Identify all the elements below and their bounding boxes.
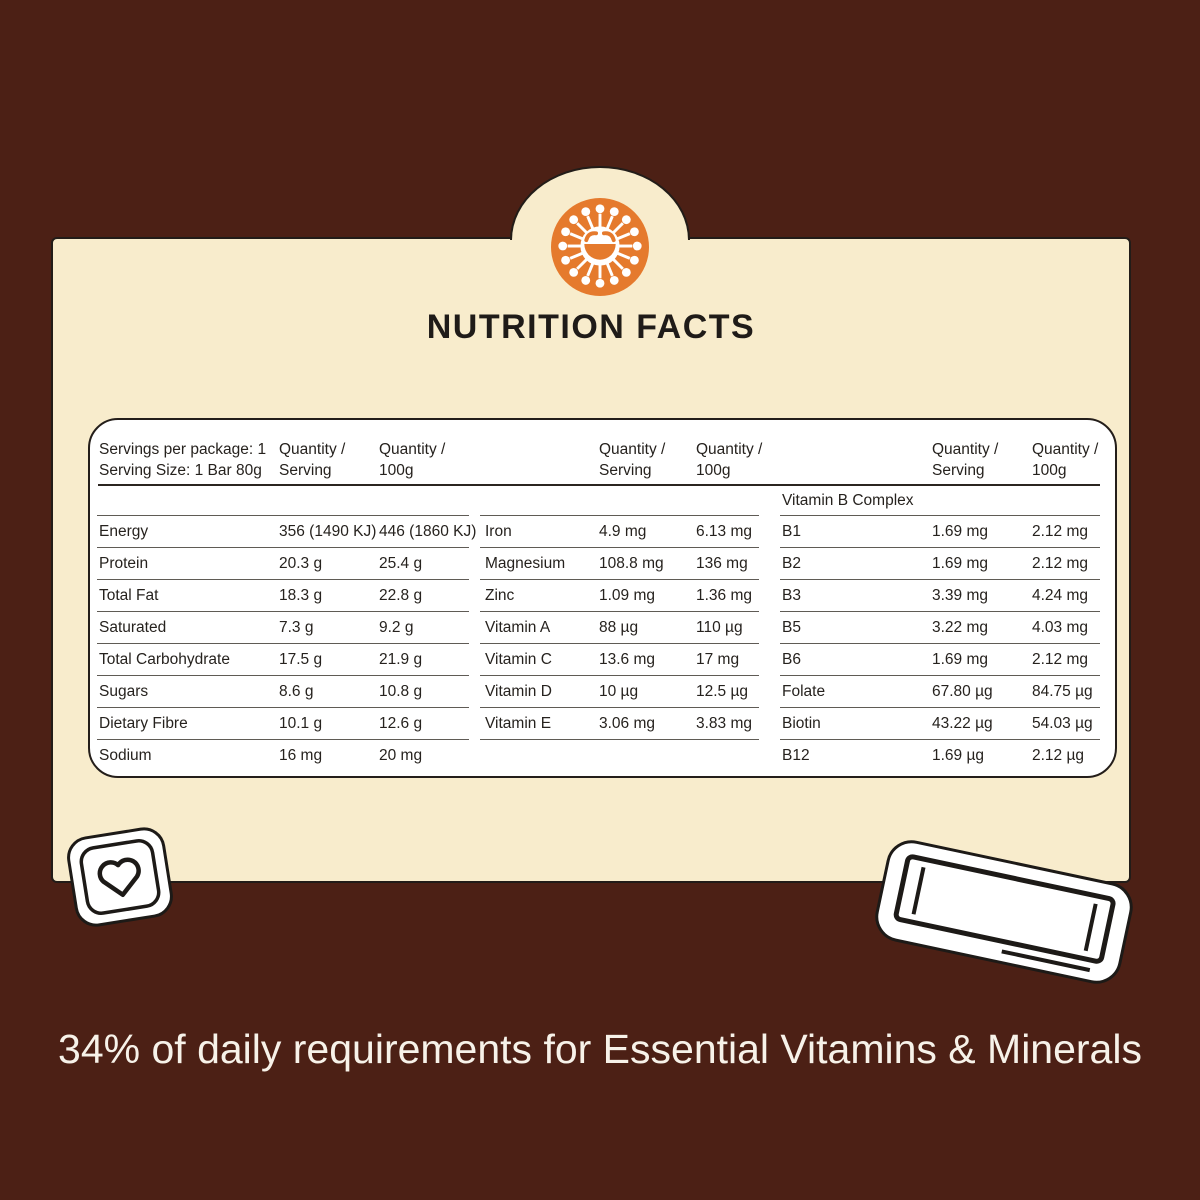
smiling-sun-icon [551, 198, 649, 296]
quantity-per-100g: 4.03 mg [1032, 618, 1089, 636]
vitamin-b-rows [780, 516, 1100, 771]
table-row [480, 708, 759, 740]
quantity-per-serving: 7.3 g [279, 618, 314, 636]
vitamin-b-complex-group [780, 487, 1100, 771]
table-row [480, 612, 759, 644]
table-row [480, 516, 759, 548]
nutrient-label: Vitamin E [485, 714, 552, 732]
nutrient-label: B12 [782, 746, 810, 764]
quantity-per-100g: 2.12 mg [1032, 554, 1089, 572]
quantity-per-serving: 88 µg [599, 618, 639, 636]
table-row [97, 644, 469, 676]
table-row [97, 580, 469, 612]
quantity-per-serving: 67.80 µg [932, 682, 993, 700]
nutrient-label: Folate [782, 682, 826, 700]
quantity-per-100g: 21.9 g [379, 650, 423, 668]
nutrient-label: Dietary Fibre [99, 714, 188, 732]
table-row [780, 516, 1100, 548]
quantity-per-serving: 16 mg [279, 746, 323, 764]
quantity-per-serving: 18.3 g [279, 586, 323, 604]
nutrient-label: Vitamin C [485, 650, 552, 668]
table-row [780, 612, 1100, 644]
table-row [780, 548, 1100, 580]
table-row [480, 644, 759, 676]
nutrient-label: Saturated [99, 618, 167, 636]
quantity-per-100g: 110 µg [696, 618, 743, 636]
table-row [480, 548, 759, 580]
quantity-per-serving: 1.69 mg [932, 522, 989, 540]
quantity-per-serving: 1.69 mg [932, 650, 989, 668]
nutrient-label: Magnesium [485, 554, 566, 572]
column-header-quantity-100g: Quantity / 100g [379, 441, 446, 479]
nutrient-label: B3 [782, 586, 801, 604]
quantity-per-100g: 446 (1860 KJ) [379, 522, 477, 540]
table-row [480, 676, 759, 708]
table-row [780, 676, 1100, 708]
header-divider [98, 484, 1100, 486]
nutrition-table [88, 418, 1117, 778]
macronutrients-group [97, 515, 477, 771]
nutrient-label: B5 [782, 618, 801, 636]
quantity-per-serving: 1.69 µg [932, 746, 985, 764]
table-row [97, 740, 469, 771]
quantity-per-serving: 13.6 mg [599, 650, 656, 668]
table-row [97, 612, 469, 644]
column-header-quantity-serving: Quantity / Serving [932, 441, 999, 479]
nutrient-label: Protein [99, 554, 149, 572]
quantity-per-100g: 22.8 g [379, 586, 423, 604]
quantity-per-100g: 54.03 µg [1032, 714, 1093, 732]
nutrient-label: Sugars [99, 682, 149, 700]
nutrient-label: Biotin [782, 714, 821, 732]
column-header-quantity-serving: Quantity / Serving [279, 441, 346, 479]
page-title: NUTRITION FACTS [426, 308, 756, 346]
quantity-per-100g: 3.83 mg [696, 714, 753, 732]
nutrient-label: Vitamin A [485, 618, 551, 636]
quantity-per-serving: 108.8 mg [599, 554, 664, 572]
quantity-per-100g: 25.4 g [379, 554, 423, 572]
table-row [780, 708, 1100, 740]
quantity-per-serving: 3.39 mg [932, 586, 989, 604]
nutrient-label: Energy [99, 522, 149, 540]
column-header-quantity-100g: Quantity / 100g [696, 441, 763, 479]
nutrient-label: B1 [782, 522, 801, 540]
quantity-per-100g: 9.2 g [379, 618, 414, 636]
serving-info [99, 439, 266, 481]
quantity-per-100g: 2.12 µg [1032, 746, 1085, 764]
nutrient-label: B6 [782, 650, 801, 668]
quantity-per-100g: 84.75 µg [1032, 682, 1093, 700]
quantity-per-serving: 3.22 mg [932, 618, 989, 636]
quantity-per-serving: 3.06 mg [599, 714, 656, 732]
table-row [97, 676, 469, 708]
footer-claim: 34% of daily requirements for Essential Vitamins & Minerals [58, 1026, 1142, 1072]
nutrient-label: Total Fat [99, 586, 159, 604]
nutrient-label: Total Carbohydrate [99, 650, 230, 668]
heart-sticker [63, 824, 176, 931]
quantity-per-serving: 1.09 mg [599, 586, 656, 604]
quantity-per-100g: 17 mg [696, 650, 740, 668]
quantity-per-100g: 12.6 g [379, 714, 423, 732]
quantity-per-100g: 1.36 mg [696, 586, 753, 604]
quantity-per-serving: 43.22 µg [932, 714, 993, 732]
nutrient-label: Sodium [99, 746, 152, 764]
quantity-per-100g: 136 mg [696, 554, 748, 572]
nutrient-label: Iron [485, 522, 512, 540]
quantity-per-100g: 10.8 g [379, 682, 423, 700]
nutrient-label: Vitamin D [485, 682, 552, 700]
table-row [97, 548, 469, 580]
table-row [780, 644, 1100, 676]
table-row [480, 580, 759, 612]
nutrient-label: B2 [782, 554, 801, 572]
quantity-per-100g: 20 mg [379, 746, 423, 764]
quantity-per-100g: 4.24 mg [1032, 586, 1089, 604]
quantity-per-serving: 356 (1490 KJ) [279, 522, 377, 540]
serving-size: Serving Size: 1 Bar 80g [99, 462, 262, 479]
quantity-per-100g: 6.13 mg [696, 522, 753, 540]
nutrient-label: Zinc [485, 586, 515, 604]
quantity-per-100g: 12.5 µg [696, 682, 749, 700]
table-row [780, 580, 1100, 612]
servings-per-package: Servings per package: 1 [99, 441, 267, 458]
quantity-per-serving: 10.1 g [279, 714, 323, 732]
table-row [780, 740, 1100, 771]
minerals-vitamins-group [480, 515, 759, 740]
column-header-quantity-100g: Quantity / 100g [1032, 441, 1099, 479]
quantity-per-serving: 10 µg [599, 682, 639, 700]
table-row [97, 516, 477, 548]
column-header-quantity-serving: Quantity / Serving [599, 441, 666, 479]
quantity-per-serving: 20.3 g [279, 554, 323, 572]
quantity-per-100g: 2.12 mg [1032, 522, 1089, 540]
quantity-per-serving: 17.5 g [279, 650, 323, 668]
quantity-per-100g: 2.12 mg [1032, 650, 1089, 668]
group-subheader: Vitamin B Complex [780, 487, 1100, 516]
quantity-per-serving: 8.6 g [279, 682, 314, 700]
quantity-per-serving: 1.69 mg [932, 554, 989, 572]
quantity-per-serving: 4.9 mg [599, 522, 647, 540]
table-row [97, 708, 469, 740]
